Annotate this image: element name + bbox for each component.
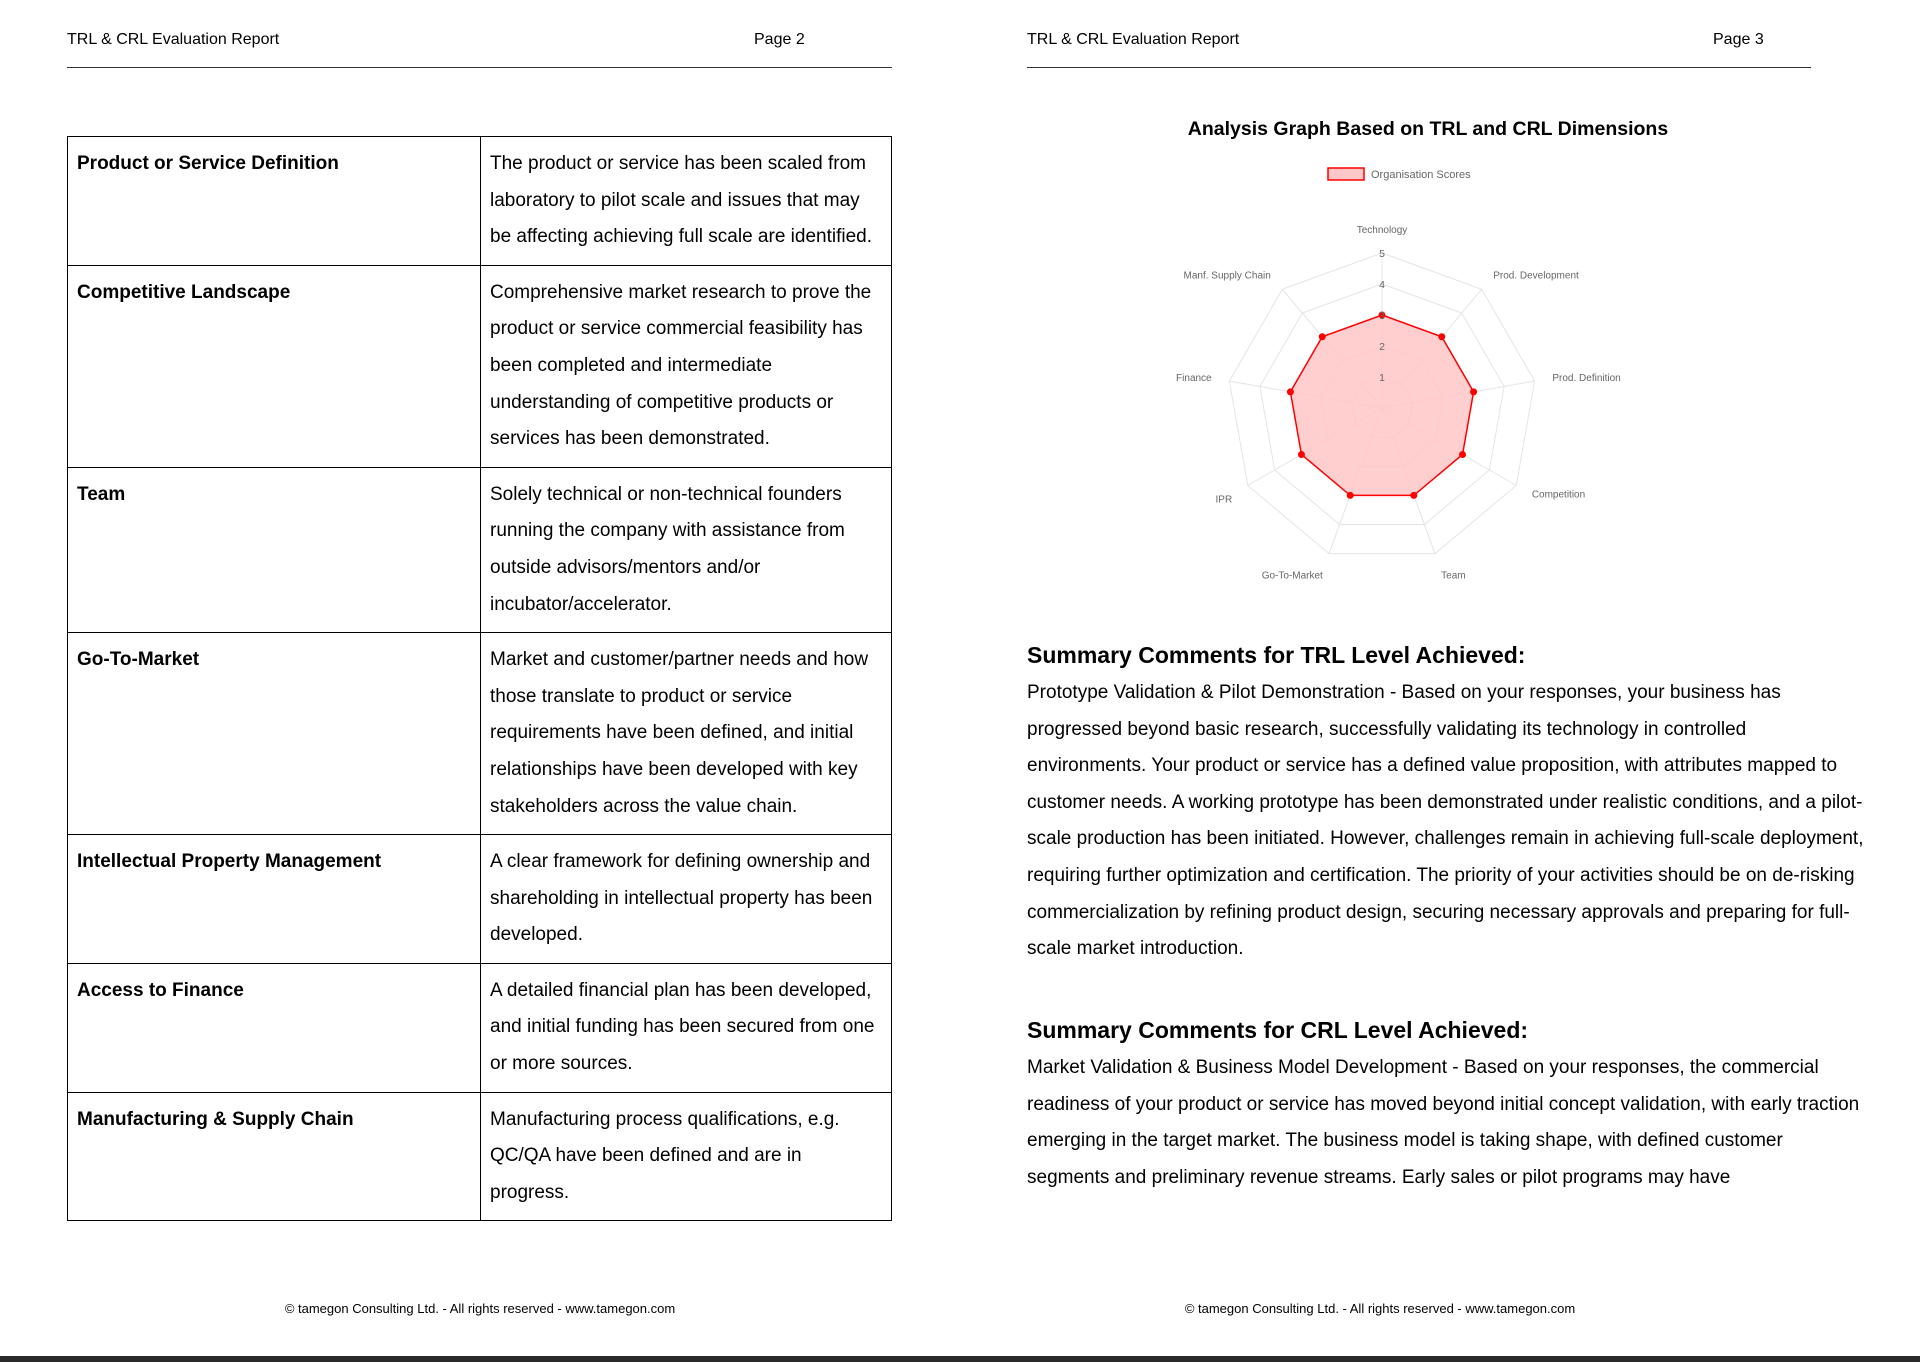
- header-title: TRL & CRL Evaluation Report: [1027, 31, 1240, 48]
- page-number: Page 3: [1713, 31, 1764, 48]
- dimension-name: Go-To-Market: [68, 633, 481, 835]
- table-row: [68, 835, 892, 964]
- footer-copyright: © tamegon Consulting Ltd. - All rights reserved - www.tamegon.com: [1184, 1301, 1576, 1316]
- bottom-border: [0, 1356, 1920, 1362]
- dimension-name: Manufacturing & Supply Chain: [68, 1092, 481, 1221]
- legend-swatch: [1328, 168, 1364, 180]
- tick-label: 2: [1379, 341, 1385, 353]
- axis-label: IPR: [1215, 494, 1233, 506]
- header-rule: [67, 67, 892, 68]
- dimension-description: A clear framework for defining ownership and shareholding in intellectual property has been developed.: [481, 835, 892, 964]
- data-point: [1319, 333, 1326, 340]
- dimension-name: Intellectual Property Management: [68, 835, 481, 964]
- header-title: TRL & CRL Evaluation Report: [67, 31, 280, 48]
- data-point: [1287, 388, 1294, 395]
- data-point: [1298, 451, 1305, 458]
- legend-label: Organisation Scores: [1371, 169, 1471, 181]
- axis-label: Finance: [1176, 372, 1212, 384]
- axis-label: Prod. Definition: [1552, 372, 1621, 384]
- data-point: [1459, 451, 1466, 458]
- crl-summary-heading: Summary Comments for CRL Level Achieved:: [1027, 1017, 1529, 1043]
- data-point: [1410, 492, 1417, 499]
- dimension-name: Product or Service Definition: [68, 137, 481, 266]
- axis-label: Go-To-Market: [1261, 570, 1323, 582]
- dimension-description: Manufacturing process qualifications, e.g. QC/QA have been defined and are in progress.: [481, 1092, 892, 1221]
- table-row: [68, 633, 892, 835]
- chart-title: Analysis Graph Based on TRL and CRL Dimensions: [1187, 118, 1669, 140]
- dimension-description: A detailed financial plan has been developed, and initial funding has been secured from one or more sources.: [481, 963, 892, 1092]
- table-row: [68, 1092, 892, 1221]
- data-point: [1347, 492, 1354, 499]
- dimension-description: Solely technical or non-technical founders running the company with assistance from outside advisors/mentors and/or incubator/accelerator.: [481, 467, 892, 632]
- dimension-name: Team: [68, 467, 481, 632]
- tick-label: 4: [1379, 279, 1385, 291]
- dimension-table: [67, 136, 892, 1221]
- axis-label: Competition: [1531, 489, 1586, 501]
- dimension-name: Access to Finance: [68, 963, 481, 1092]
- trl-summary-heading: Summary Comments for TRL Level Achieved:: [1027, 642, 1526, 668]
- table-row: [68, 265, 892, 467]
- axis-label: Prod. Development: [1493, 270, 1579, 282]
- data-point: [1470, 388, 1477, 395]
- dimension-description: Market and customer/partner needs and how those translate to product or service requirements have been defined, and initial relationships have been developed with key stakeholders across the value chain.: [481, 633, 892, 835]
- data-point: [1438, 333, 1445, 340]
- table-row: [68, 137, 892, 266]
- header-rule: [1027, 67, 1811, 68]
- table-row: [68, 467, 892, 632]
- trl-summary-text: Prototype Validation & Pilot Demonstration - Based on your responses, your business has progressed beyond basic research, successfully validating its technology in controlled environments. Your product or service has a defined value proposition, with attributes mapped to customer needs. A working prototype has been demonstrated under realistic conditions, and a pilot-scale production has been initiated. However, challenges remain in achieving full-scale deployment, requiring further optimization and certification. The priority of your activities should be on de-risking commercialization by refining product design, securing necessary approvals and preparing for full-scale market introduction.: [1027, 682, 1864, 960]
- page-3: [960, 0, 1920, 1356]
- page-2: [0, 0, 960, 1356]
- dimension-description: The product or service has been scaled from laboratory to pilot scale and issues that may be affecting achieving full scale are identified.: [481, 137, 892, 266]
- dimension-description: Comprehensive market research to prove the product or service commercial feasibility has been completed and intermediate understanding of competitive products or services has been demonstrated.: [481, 265, 892, 467]
- axis-label: Manf. Supply Chain: [1183, 270, 1271, 282]
- table-row: [68, 963, 892, 1092]
- radar-chart: [1110, 150, 1760, 590]
- axis-label: Technology: [1356, 225, 1408, 236]
- footer-copyright: © tamegon Consulting Ltd. - All rights reserved - www.tamegon.com: [284, 1301, 676, 1316]
- tick-label: 5: [1379, 248, 1385, 260]
- crl-summary-text: Market Validation & Business Model Development - Based on your responses, the commercial readiness of your product or service has moved beyond initial concept validation, with early traction emerging in the target market. The business model is taking shape, with defined customer segments and preliminary revenue streams. Early sales or pilot programs may have: [1027, 1057, 1860, 1188]
- page-number: Page 2: [754, 31, 805, 48]
- axis-label: Team: [1441, 570, 1466, 582]
- tick-label: 3: [1379, 310, 1385, 322]
- dimension-name: Competitive Landscape: [68, 265, 481, 467]
- tick-label: 1: [1379, 372, 1385, 384]
